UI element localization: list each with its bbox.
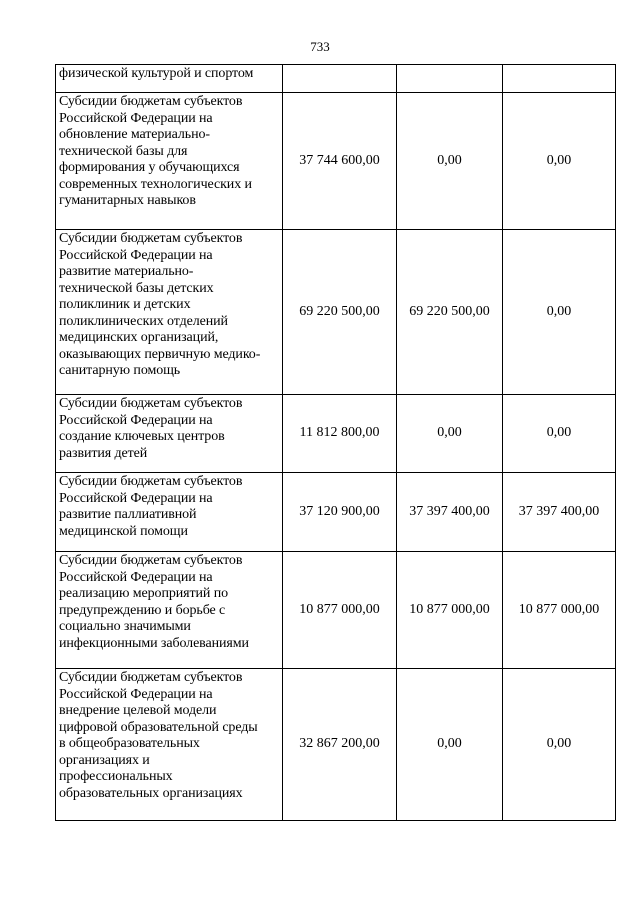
description-line: развитие паллиативной <box>59 507 197 522</box>
row-description <box>56 473 283 552</box>
amount-col1: 37 120 900,00 <box>283 473 397 552</box>
description-line: организациях и <box>59 752 150 768</box>
amount-col3 <box>503 65 616 93</box>
description-line: создание ключевых центров <box>59 429 225 444</box>
amount-col3: 0,00 <box>503 93 616 230</box>
amount-col1: 10 877 000,00 <box>283 552 397 669</box>
description-line: Субсидии бюджетам субъектов <box>59 231 243 246</box>
description-line: санитарную помощь <box>59 363 181 378</box>
row-description <box>56 93 283 230</box>
description-line: Российской Федерации на <box>59 412 213 428</box>
description-line: обновление материально- <box>59 127 210 142</box>
table-row <box>56 669 616 821</box>
description-line: поликлиник и детских <box>59 297 191 312</box>
description-line: Субсидии бюджетам субъектов <box>59 474 243 489</box>
amount-col3: 0,00 <box>503 230 616 395</box>
amount-col1: 11 812 800,00 <box>283 395 397 473</box>
description-line: развития детей <box>59 445 148 461</box>
description-line: Российской Федерации на <box>59 490 213 506</box>
budget-table <box>55 64 616 821</box>
description-line: реализацию мероприятий по <box>59 586 228 601</box>
amount-col2: 37 397 400,00 <box>397 473 503 552</box>
description-line: технической базы детских <box>59 280 214 296</box>
amount-col2: 0,00 <box>397 669 503 821</box>
description-line: Российской Федерации на <box>59 686 213 702</box>
table-row <box>56 473 616 552</box>
amount-col2: 0,00 <box>397 93 503 230</box>
description-line: современных технологических и <box>59 176 252 192</box>
row-description <box>56 669 283 821</box>
description-line: внедрение целевой модели <box>59 703 217 718</box>
description-line: образовательных организациях <box>59 785 243 801</box>
description-line: инфекционными заболеваниями <box>59 635 249 651</box>
amount-col3: 10 877 000,00 <box>503 552 616 669</box>
table-row <box>56 65 616 93</box>
description-line: поликлинических отделений <box>59 313 228 329</box>
description-line: развитие материально- <box>59 264 194 279</box>
row-description <box>56 395 283 473</box>
amount-col1 <box>283 65 397 93</box>
description-line: предупреждению и борьбе с <box>59 602 226 618</box>
amount-col1: 32 867 200,00 <box>283 669 397 821</box>
description-line: медицинских организаций, <box>59 330 219 345</box>
amount-col3: 0,00 <box>503 395 616 473</box>
description-line: социально значимыми <box>59 619 191 634</box>
amount-col3: 0,00 <box>503 669 616 821</box>
description-line: Российской Федерации на <box>59 247 213 263</box>
description-line: профессиональных <box>59 769 173 784</box>
description-line: в общеобразовательных <box>59 736 200 751</box>
description-line: Субсидии бюджетам субъектов <box>59 553 243 568</box>
amount-col1: 69 220 500,00 <box>283 230 397 395</box>
description-line: гуманитарных навыков <box>59 193 196 208</box>
amount-col2: 0,00 <box>397 395 503 473</box>
row-description <box>56 552 283 669</box>
amount-col2: 10 877 000,00 <box>397 552 503 669</box>
description-line: Субсидии бюджетам субъектов <box>59 670 243 685</box>
table-row <box>56 230 616 395</box>
amount-col2 <box>397 65 503 93</box>
table-row <box>56 93 616 230</box>
table-row <box>56 552 616 669</box>
amount-col1: 37 744 600,00 <box>283 93 397 230</box>
amount-col2: 69 220 500,00 <box>397 230 503 395</box>
description-line: медицинской помощи <box>59 523 188 539</box>
description-line: формирования у обучающихся <box>59 160 240 175</box>
description-line: Субсидии бюджетам субъектов <box>59 94 243 109</box>
page-number: 733 <box>310 39 330 54</box>
description-line: цифровой образовательной среды <box>59 719 258 735</box>
description-line: Российской Федерации на <box>59 110 213 126</box>
table-row <box>56 395 616 473</box>
amount-col3: 37 397 400,00 <box>503 473 616 552</box>
description-line: технической базы для <box>59 143 188 159</box>
description-line: оказывающих первичную медико- <box>59 346 261 362</box>
description-line: Субсидии бюджетам субъектов <box>59 396 243 411</box>
row-description <box>56 65 283 93</box>
row-description <box>56 230 283 395</box>
description-line: Российской Федерации на <box>59 569 213 585</box>
description-line: физической культурой и спортом <box>59 66 254 81</box>
